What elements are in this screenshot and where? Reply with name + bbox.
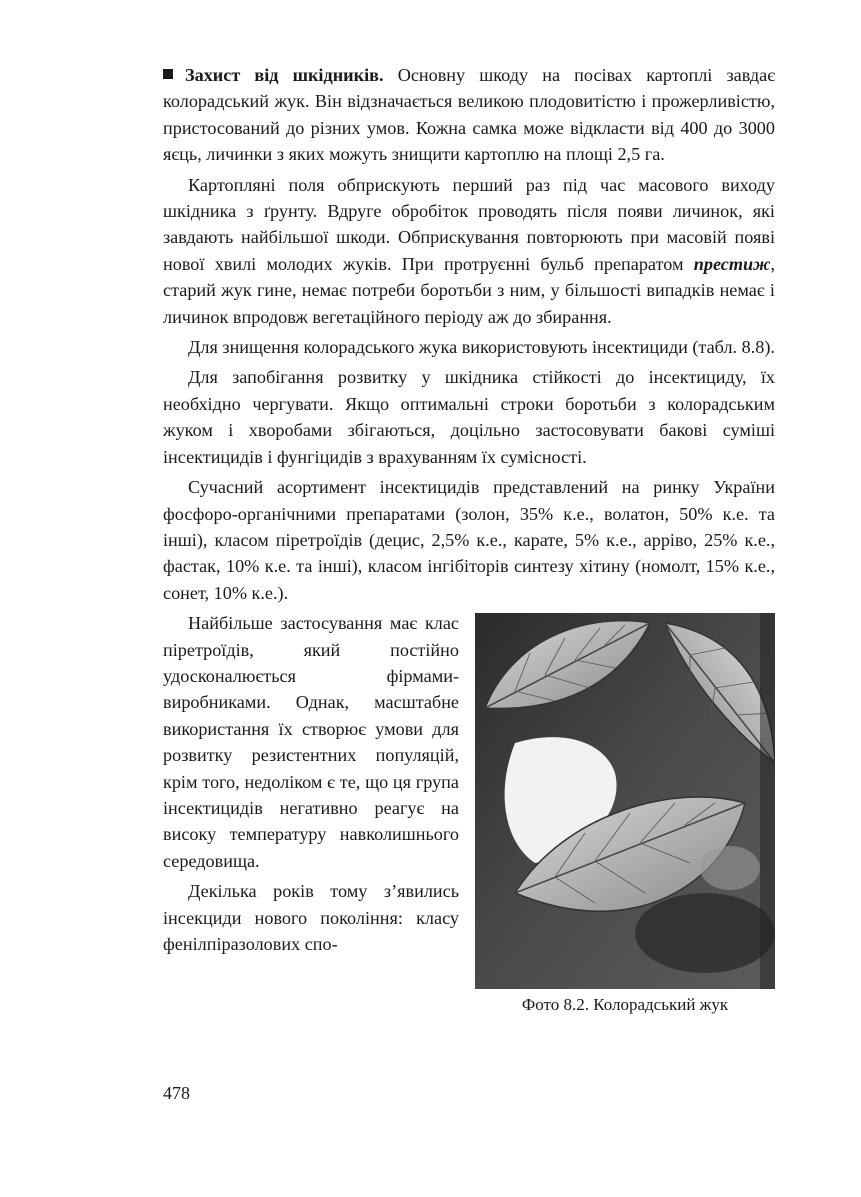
section-heading: Захист від шкідників.	[185, 65, 384, 85]
paragraph-new-generation: Декілька років тому з’явились інсекциди нового покоління: класу фенілпіразолових спо-	[163, 881, 459, 954]
paragraph-insecticides-table-ref: Для знищення колорадського жука використовують інсектициди (табл. 8.8).	[188, 337, 775, 358]
paragraph-rotation: Для запобігання розвитку у шкідника стійкості до інсектициду, їх необхідно чергувати. Якщо оптимальні строки боротьби з колорадським жуком і хворобами збігаються, доцільно застосовувати бакові суміші інсектицидів і фунгіцидів з врахуванням їх сумісності.	[163, 367, 775, 467]
page-number: 478	[163, 1083, 190, 1103]
paragraph-pyrethroids: Найбільше застосування має клас піретроїдів, який постійно удосконалюється фірмами-виробниками. Однак, масштабне використання їх створює умови для розвитку резистентних популяцій, крім того, недоліком є те, що ця група інсектицидів негативно реагує на високу температуру навколишнього середовища.	[163, 613, 459, 871]
paragraph-text: Основну шкоду на посівах картоплі завдає колорадський жук. Він відзначається великою плодовитістю і прожерливістю, пристосований до різних умов. Кожна самка може відкласти від 400 до 3000 яєць, личинки з яких можуть знищити картоплю на площі 2,5 га.	[163, 65, 776, 165]
paragraph-text: , старий жук гине, немає потреби боротьби з ним, у більшості випадків немає і личинок впродовж вегетаційного періоду аж до збирання.	[163, 253, 775, 327]
beetle-photo	[475, 613, 775, 989]
bullet-square-icon	[163, 69, 173, 79]
paragraph-pest-protection	[163, 62, 775, 168]
figure-wrap-section	[163, 610, 775, 1015]
paragraph-spraying	[163, 172, 775, 330]
paragraph-text: Картопляні поля обприскують перший раз під час масового виходу шкідника з ґрунту. Вдруге обробіток проводять після появи личинок, які завдають найбільшої шкоди. Обприскування повторюють при масовій появі нової хвилі молодих жуків. При протруєнні бульб препаратом	[163, 174, 775, 274]
figure-caption: Фото 8.2. Колорадський жук	[521, 995, 729, 1015]
paragraph-assortment: Сучасний асортимент інсектицидів представлений на ринку України фосфоро-органічними препаратами (золон, 35% к.е., волатон, 50% к.е. та інші), класом піретроїдів (децис, 2,5% к.е., карате, 5% к.е., арріво, 25% к.е., фастак, 10% к.е. та інші), класом інгібіторів синтезу хітину (номолт, 15% к.е., сонет, 10% к.е.).	[163, 477, 775, 603]
leaf-photo-illustration	[475, 613, 775, 989]
page-body	[163, 62, 775, 1016]
figure-colorado-beetle	[467, 613, 775, 1016]
emphasis-product: престиж	[693, 253, 771, 274]
